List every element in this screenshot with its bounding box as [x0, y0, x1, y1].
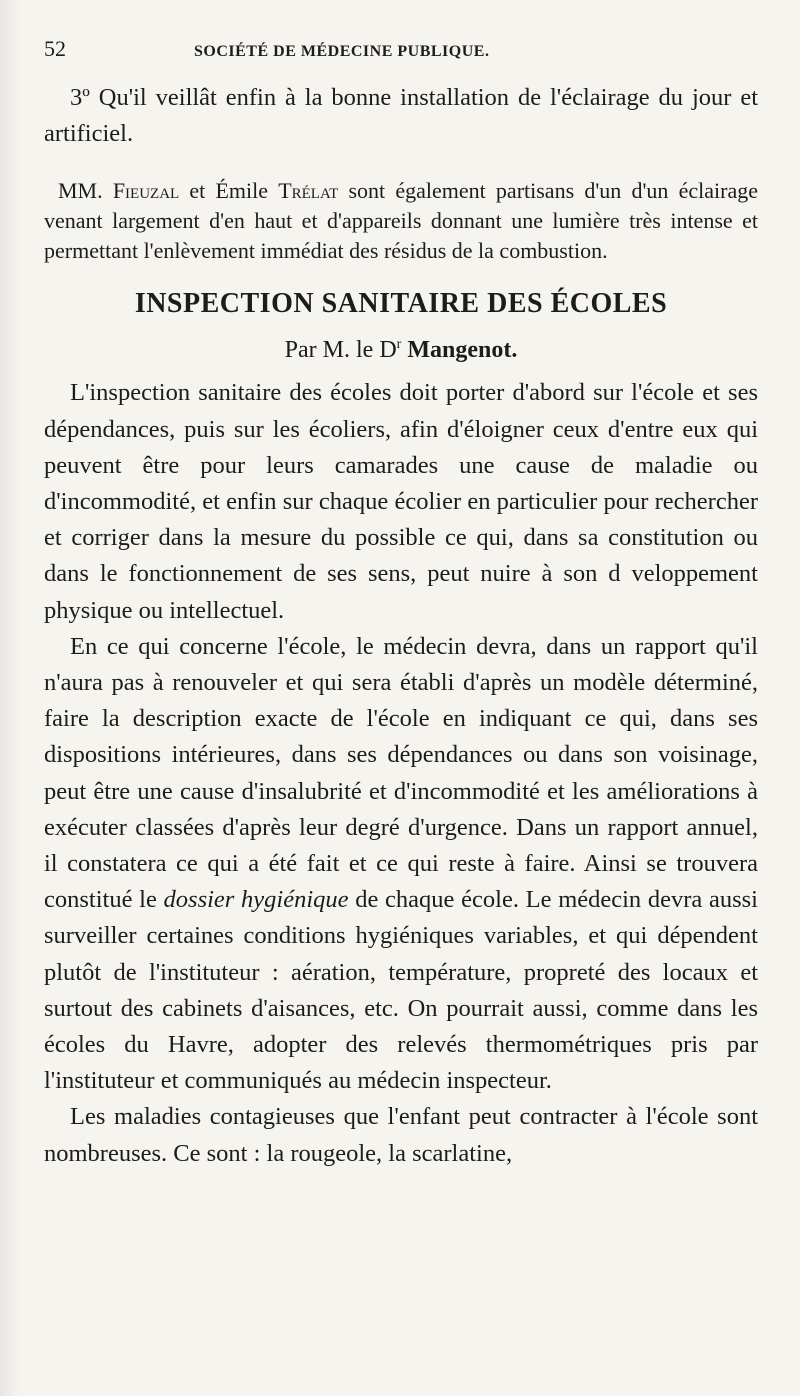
paragraph-lighting-item: 3º Qu'il veillât enfin à la bonne installation de l'éclairage du jour et artificiel. [44, 84, 758, 148]
paragraph-fieuzal-trelat [44, 176, 758, 266]
running-title: SOCIÉTÉ DE MÉDECINE PUBLIQUE. [194, 43, 490, 60]
paragraph-rest: sont également partisans d'un d'un éclairage venant largement d'en haut et d'appareils donnant une lumière très intense et permettant l'enlèvement immédiat des résidus de la combustion. [44, 178, 758, 264]
byline-prefix: Par M. le D [284, 337, 397, 364]
byline-author: Mangenot. [407, 337, 518, 364]
mm-prefix: MM. [58, 178, 113, 204]
byline [44, 326, 758, 369]
paragraph-school-report [44, 629, 758, 1100]
dossier-hygienique: dossier hygiénique [163, 886, 349, 914]
connector-text: et Émile [179, 178, 279, 204]
name-trelat: Trélat [278, 178, 339, 204]
report-text-2: de chaque école. Le médecin devra aussi surveiller certaines conditions hygiéniques variables, et qui dépendent plutôt de l'instituteur : aération, température, propreté des locaux et surtout des cabinets d'aisances, etc. On pourrait aussi, comme dans les écoles du Havre, adopter des relevés thermométriques pris par l'instituteur et communiqués au médecin inspecteur. [44, 886, 758, 1095]
paragraph-contagious-diseases: Les maladies contagieuses que l'enfant peut contracter à l'école sont nombreuses. Ce sont : la rougeole, la scarlatine, [44, 1103, 758, 1167]
paragraph-inspection-intro: L'inspection sanitaire des écoles doit porter d'abord sur l'école et ses dépendances, puis sur les écoliers, afin d'éloigner ceux d'entre eux qui peuvent être pour leurs camarades une cause de maladie ou d'incommodité, et enfin sur chaque écolier en particulier pour rechercher et corriger dans la mesure du possible ce qui, dans sa constitution ou dans le fonctionnement de ses sens, peut nuire à son d veloppement physique ou intellectuel. [44, 379, 758, 624]
page-number: 52 [44, 36, 66, 61]
byline-sup: r [396, 337, 402, 353]
running-header [44, 36, 758, 66]
report-text-1: En ce qui concerne l'école, le médecin devra, dans un rapport qu'il n'aura pas à renouveler et qui sera établi d'après un modèle déterminé, faire la description exacte de l'école en indiquant ce qui, dans ses dispositions intérieures, dans ses dépendances ou dans son voisinage, peut être une cause d'insalubrité et d'incommodité et les améliorations à exécuter classées d'après leur degré d'urgence. Dans un rapport annuel, il constatera ce qui a été fait et ce qui reste à faire. Ainsi se trouvera constitué le [44, 632, 758, 914]
section-title: INSPECTION SANITAIRE DES ÉCOLES [134, 288, 668, 320]
name-fieuzal: Fieuzal [112, 178, 180, 204]
